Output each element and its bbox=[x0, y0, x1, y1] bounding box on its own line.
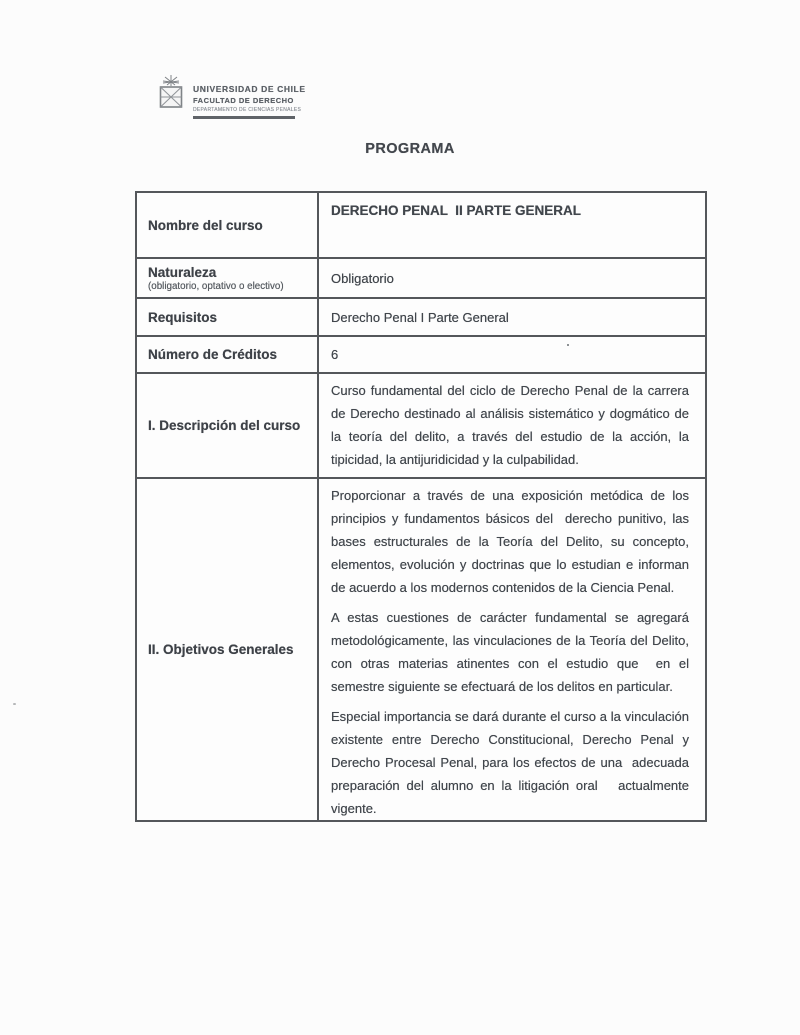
document-title: PROGRAMA bbox=[365, 141, 455, 157]
table-row-numero-de-creditos bbox=[137, 335, 705, 372]
row-label: Nombre del curso bbox=[148, 217, 263, 233]
row-label-cell bbox=[137, 259, 319, 297]
row-label-cell bbox=[137, 193, 319, 257]
objectives-paragraph-3: Especial importancia se dará durante el curso a la vinculación existente entre Derecho Constitucional, Derecho Penal y Derecho Procesal Penal, para los efectos de una adecuada preparación del alumno en la litigación oral actualmente vigente. bbox=[331, 709, 693, 816]
objectives-paragraph-2: A estas cuestiones de carácter fundamental se agregará metodológicamente, las vinculaciones de la Teoría del Delito, con otras materias atinentes con el estudio que en el semestre siguiente se efectuará de los delitos en particular. bbox=[331, 610, 693, 694]
scan-speck bbox=[13, 703, 16, 705]
row-label-cell bbox=[137, 299, 319, 335]
course-requirements-value: Derecho Penal I Parte General bbox=[331, 309, 509, 325]
row-label-cell bbox=[137, 479, 319, 820]
course-name-value: DERECHO PENAL II PARTE GENERAL bbox=[331, 203, 582, 218]
course-program-table bbox=[135, 191, 707, 822]
table-row-naturaleza bbox=[137, 257, 705, 297]
objectives-paragraph-1: Proporcionar a través de una exposición metódica de los principios y fundamentos básicos del derecho punitivo, las bases estructurales de la Teoría del Delito, su concepto, elementos, evolución y doctrinas que lo estudian e informan de acuerdo a los modernos contenidos de la Ciencia Penal. bbox=[331, 488, 693, 595]
table-row-objetivos-generales bbox=[137, 477, 705, 820]
row-label: I. Descripción del curso bbox=[148, 418, 301, 433]
faculty-name: FACULTAD DE DERECHO bbox=[193, 96, 294, 105]
row-label: Naturaleza bbox=[148, 264, 217, 280]
general-objectives-cell bbox=[319, 479, 705, 820]
department-name: DEPARTAMENTO DE CIENCIAS PENALES bbox=[193, 107, 302, 113]
row-label-cell bbox=[137, 374, 319, 477]
letterhead-text bbox=[193, 74, 306, 119]
row-sublabel: (obligatorio, optativo o electivo) bbox=[148, 280, 284, 292]
row-label: II. Objetivos Generales bbox=[148, 642, 294, 657]
letterhead-underline bbox=[193, 116, 295, 119]
table-row-descripcion-del-curso bbox=[137, 372, 705, 477]
row-label-cell bbox=[137, 337, 319, 372]
scan-speck bbox=[567, 344, 569, 346]
course-nature-value: Obligatorio bbox=[331, 270, 394, 286]
course-credits-value: 6 bbox=[331, 347, 339, 362]
table-row-requisitos bbox=[137, 297, 705, 335]
row-label: Requisitos bbox=[148, 309, 218, 325]
course-description-text: Curso fundamental del ciclo de Derecho Penal de la carrera de Derecho destinado al análisis sistemático y dogmático de la teoría del delito, a través del estudio de la acción, la tipicidad, la antijuridicidad y la culpabilidad. bbox=[331, 383, 693, 467]
university-name: UNIVERSIDAD DE CHILE bbox=[193, 84, 306, 94]
row-label: Número de Créditos bbox=[148, 347, 278, 362]
university-crest-icon bbox=[156, 74, 186, 119]
table-row-nombre-del-curso bbox=[137, 193, 705, 257]
university-letterhead bbox=[156, 74, 306, 119]
course-description-cell bbox=[319, 374, 705, 477]
